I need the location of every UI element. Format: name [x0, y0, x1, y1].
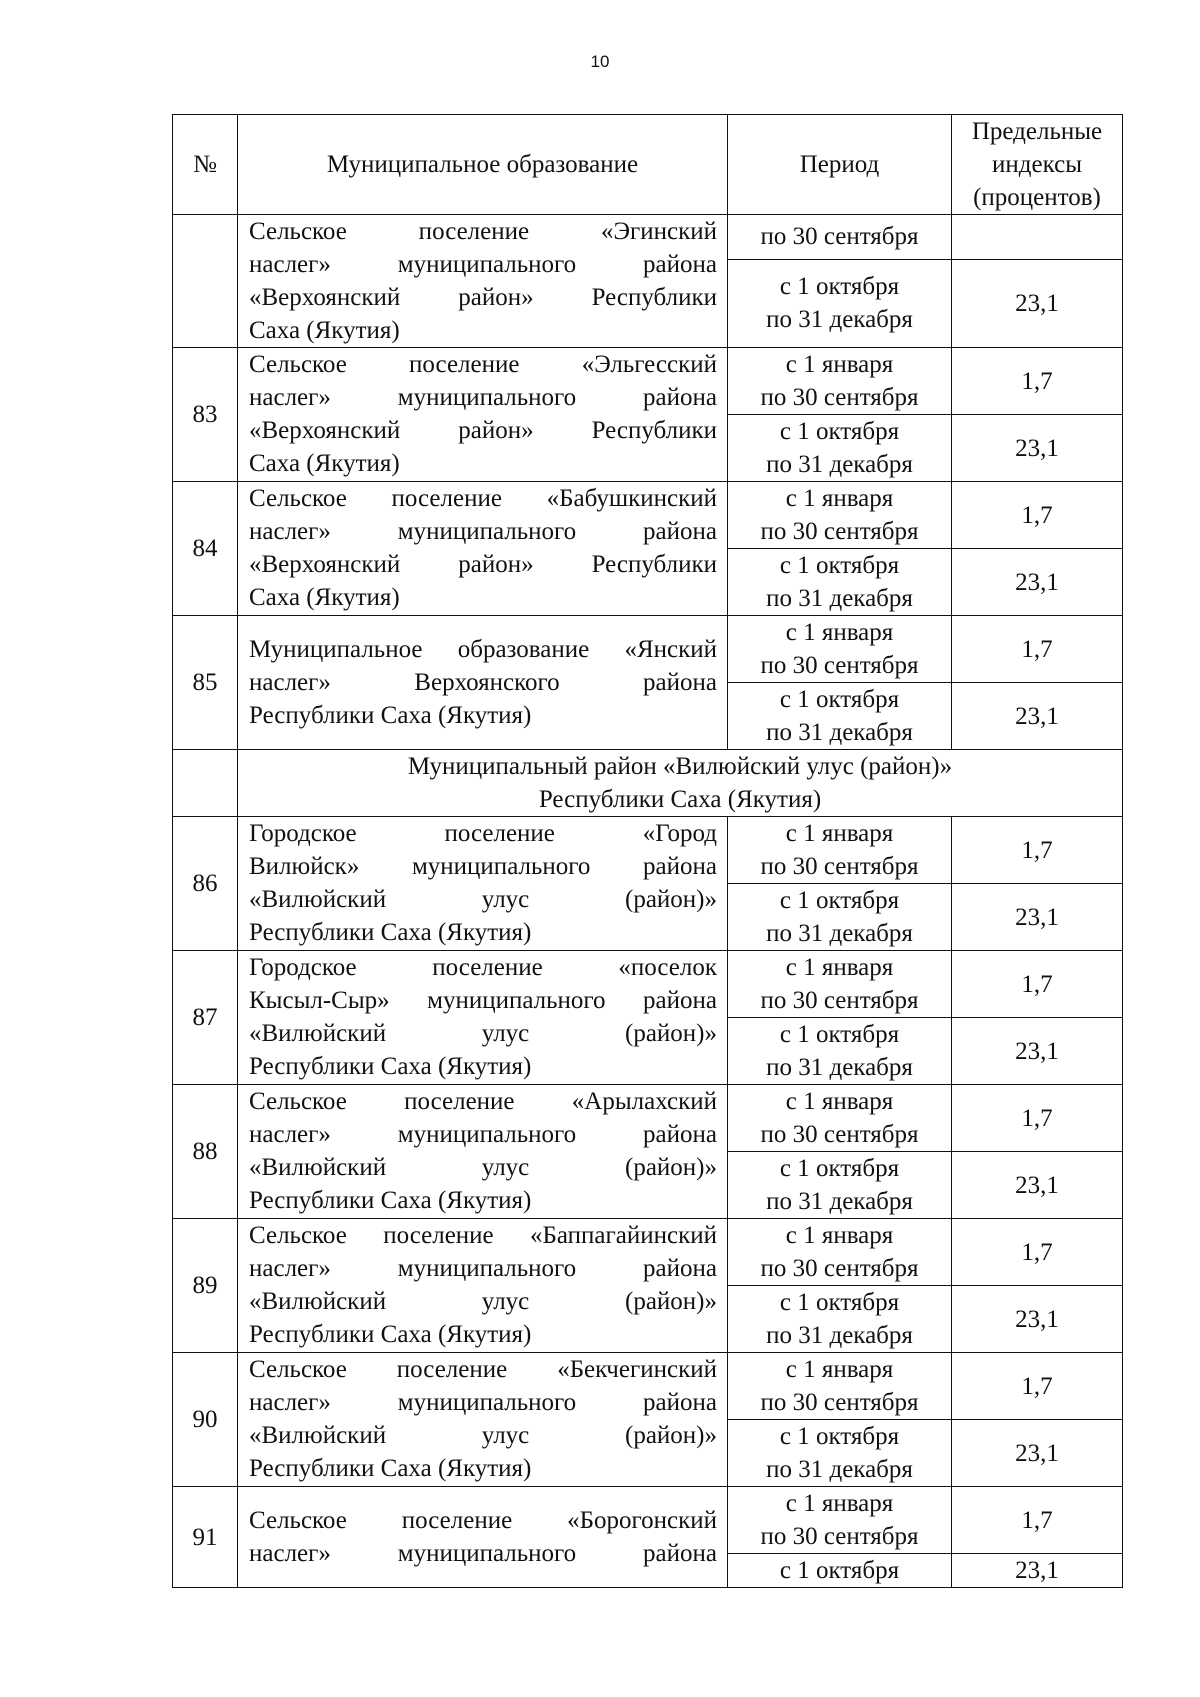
period-cell	[728, 1085, 952, 1152]
section-title-line: Муниципальный район «Вилюйский улус (район)»	[407, 753, 953, 780]
municipality-name-line: Республики Саха (Якутия)	[249, 1455, 532, 1482]
price-index-table	[172, 114, 1123, 1588]
table-row	[173, 482, 1123, 549]
municipality-name-line: «Вилюйский улус (район)»	[249, 1020, 717, 1047]
period-cell	[728, 348, 952, 415]
municipality-name-line: наслег» Верхоянского района	[249, 669, 717, 696]
section-number-cell	[173, 750, 238, 817]
municipality-name-line: Сельское поселение «Арылахский	[249, 1088, 717, 1115]
row-number: 87	[173, 951, 238, 1085]
municipality-name-line: Городское поселение «поселок	[249, 954, 717, 981]
header-limit-index: Предельные индексы (процентов)	[952, 115, 1123, 215]
period-line: по 30 сентября	[760, 384, 919, 411]
limit-index-value: 23,1	[952, 1420, 1123, 1487]
municipality-name	[238, 1353, 728, 1487]
period-cell	[728, 415, 952, 482]
municipality-name	[238, 951, 728, 1085]
period-line: по 31 декабря	[766, 451, 913, 478]
table-row	[173, 215, 1123, 260]
table-row	[173, 1487, 1123, 1554]
period-line: по 30 сентября	[760, 518, 919, 545]
municipality-name-line: Республики Саха (Якутия)	[249, 1053, 532, 1080]
period-cell	[728, 549, 952, 616]
period-line: с 1 октября	[779, 1557, 900, 1584]
municipality-name-line: Сельское поселение «Бекчегинский	[249, 1356, 717, 1383]
period-line: с 1 октября	[779, 1289, 900, 1316]
table-row	[173, 1353, 1123, 1420]
period-line: по 31 декабря	[766, 306, 913, 334]
row-number	[173, 215, 238, 348]
period-cell	[728, 951, 952, 1018]
period-line: с 1 октября	[779, 273, 900, 301]
limit-index-value: 1,7	[952, 482, 1123, 549]
row-number: 89	[173, 1219, 238, 1353]
period-line: по 30 сентября	[760, 1523, 919, 1550]
period-line: с 1 января	[785, 1088, 894, 1115]
limit-index-value: 23,1	[952, 683, 1123, 750]
table-row	[173, 1219, 1123, 1286]
period-line: с 1 января	[785, 1356, 894, 1383]
municipality-name-line: Сельское поселение «Эльгесский	[249, 351, 717, 378]
table-row	[173, 348, 1123, 415]
section-row	[173, 750, 1123, 817]
row-number: 83	[173, 348, 238, 482]
limit-index-value: 1,7	[952, 1219, 1123, 1286]
period-line: по 31 декабря	[766, 1322, 913, 1349]
municipality-name-line: «Вилюйский улус (район)»	[249, 886, 717, 913]
period-line: с 1 октября	[779, 418, 900, 445]
municipality-name-line: Муниципальное образование «Янский	[249, 636, 717, 663]
municipality-name-line: Республики Саха (Якутия)	[249, 919, 532, 946]
municipality-name-line: Сельское поселение «Борогонский	[249, 1507, 717, 1534]
row-number: 85	[173, 616, 238, 750]
period-cell	[728, 1487, 952, 1554]
period-cell	[728, 1219, 952, 1286]
municipality-name-line: «Вилюйский улус (район)»	[249, 1288, 717, 1315]
municipality-name	[238, 616, 728, 750]
table-row	[173, 616, 1123, 683]
period-cell	[728, 1353, 952, 1420]
period-line: по 30 сентября	[760, 223, 919, 251]
section-title-line: Республики Саха (Якутия)	[538, 786, 822, 813]
period-line: с 1 октября	[779, 686, 900, 713]
municipality-name-line: наслег» муниципального района	[249, 251, 717, 278]
municipality-name-line: Городское поселение «Город	[249, 820, 717, 847]
row-number: 88	[173, 1085, 238, 1219]
row-number: 90	[173, 1353, 238, 1487]
municipality-name-line: наслег» муниципального района	[249, 1255, 717, 1282]
period-line: по 31 декабря	[766, 920, 913, 947]
period-line: с 1 января	[785, 954, 894, 981]
municipality-name-line: Саха (Якутия)	[249, 584, 400, 611]
period-line: с 1 октября	[779, 1423, 900, 1450]
row-number: 91	[173, 1487, 238, 1588]
municipality-name-line: «Вилюйский улус (район)»	[249, 1154, 717, 1181]
municipality-name-line: Саха (Якутия)	[249, 450, 400, 477]
table-body	[173, 215, 1123, 1588]
limit-index-value	[952, 215, 1123, 260]
municipality-name-line: «Верхоянский район» Республики	[249, 551, 717, 578]
header-municipality: Муниципальное образование	[238, 115, 728, 215]
limit-index-value: 1,7	[952, 951, 1123, 1018]
row-number: 84	[173, 482, 238, 616]
period-line: по 31 декабря	[766, 1456, 913, 1483]
period-line: по 30 сентября	[760, 853, 919, 880]
period-line: с 1 октября	[779, 552, 900, 579]
period-cell	[728, 259, 952, 347]
period-line: по 31 декабря	[766, 585, 913, 612]
limit-index-value: 23,1	[952, 1286, 1123, 1353]
limit-index-value: 23,1	[952, 415, 1123, 482]
limit-index-value: 1,7	[952, 1353, 1123, 1420]
period-cell	[728, 1152, 952, 1219]
limit-index-value: 1,7	[952, 1487, 1123, 1554]
limit-index-value: 23,1	[952, 1554, 1123, 1588]
municipality-name-line: Сельское поселение «Бабушкинский	[249, 485, 717, 512]
municipality-name	[238, 1085, 728, 1219]
limit-index-value: 23,1	[952, 1152, 1123, 1219]
limit-index-value: 23,1	[952, 549, 1123, 616]
municipality-name-line: Республики Саха (Якутия)	[249, 1321, 532, 1348]
municipality-name-line: Кысыл-Сыр» муниципального района	[249, 987, 717, 1014]
municipality-name	[238, 817, 728, 951]
municipality-name-line: Республики Саха (Якутия)	[249, 702, 532, 729]
period-cell	[728, 215, 952, 260]
period-cell	[728, 683, 952, 750]
period-cell	[728, 1286, 952, 1353]
period-line: по 30 сентября	[760, 1389, 919, 1416]
page-number: 10	[590, 52, 610, 71]
municipality-name	[238, 1219, 728, 1353]
period-cell	[728, 1554, 952, 1588]
period-line: по 30 сентября	[760, 652, 919, 679]
period-cell	[728, 616, 952, 683]
section-title	[238, 750, 1123, 817]
limit-index-value: 1,7	[952, 1085, 1123, 1152]
municipality-name-line: Саха (Якутия)	[249, 317, 400, 344]
municipality-name	[238, 348, 728, 482]
municipality-name-line: наслег» муниципального района	[249, 518, 717, 545]
municipality-name-line: наслег» муниципального района	[249, 1540, 717, 1567]
header-period: Период	[728, 115, 952, 215]
municipality-name-line: Вилюйск» муниципального района	[249, 853, 717, 880]
period-line: по 31 декабря	[766, 719, 913, 746]
period-line: с 1 января	[785, 619, 894, 646]
municipality-name-line: «Верхоянский район» Республики	[249, 284, 717, 311]
period-line: по 30 сентября	[760, 1255, 919, 1282]
municipality-name	[238, 1487, 728, 1588]
period-cell	[728, 884, 952, 951]
municipality-name	[238, 215, 728, 348]
municipality-name-line: наслег» муниципального района	[249, 1389, 717, 1416]
table-row	[173, 1085, 1123, 1152]
period-line: с 1 января	[785, 351, 894, 378]
period-line: с 1 октября	[779, 1021, 900, 1048]
period-line: с 1 октября	[779, 1155, 900, 1182]
period-line: по 31 декабря	[766, 1188, 913, 1215]
period-line: с 1 октября	[779, 887, 900, 914]
table-header-row	[173, 115, 1123, 215]
limit-index-value: 23,1	[952, 884, 1123, 951]
limit-index-value: 1,7	[952, 817, 1123, 884]
period-cell	[728, 1420, 952, 1487]
period-cell	[728, 1018, 952, 1085]
period-line: с 1 января	[785, 485, 894, 512]
period-line: по 30 сентября	[760, 987, 919, 1014]
municipality-name-line: «Вилюйский улус (район)»	[249, 1422, 717, 1449]
limit-index-value: 1,7	[952, 348, 1123, 415]
period-line: по 30 сентября	[760, 1121, 919, 1148]
municipality-name-line: Республики Саха (Якутия)	[249, 1187, 532, 1214]
header-number: №	[173, 115, 238, 215]
municipality-name-line: наслег» муниципального района	[249, 1121, 717, 1148]
limit-index-value: 1,7	[952, 616, 1123, 683]
municipality-name-line: «Верхоянский район» Республики	[249, 417, 717, 444]
period-cell	[728, 482, 952, 549]
limit-index-value: 23,1	[952, 1018, 1123, 1085]
period-cell	[728, 817, 952, 884]
municipality-name-line: Сельское поселение «Эгинский	[249, 218, 717, 245]
municipality-name	[238, 482, 728, 616]
period-line: по 31 декабря	[766, 1054, 913, 1081]
table-row	[173, 817, 1123, 884]
period-line: с 1 января	[785, 820, 894, 847]
table-row	[173, 951, 1123, 1018]
municipality-name-line: наслег» муниципального района	[249, 384, 717, 411]
period-line: с 1 января	[785, 1490, 894, 1517]
period-line: с 1 января	[785, 1222, 894, 1249]
row-number: 86	[173, 817, 238, 951]
municipality-name-line: Сельское поселение «Баппагайинский	[249, 1222, 717, 1249]
limit-index-value: 23,1	[952, 259, 1123, 347]
